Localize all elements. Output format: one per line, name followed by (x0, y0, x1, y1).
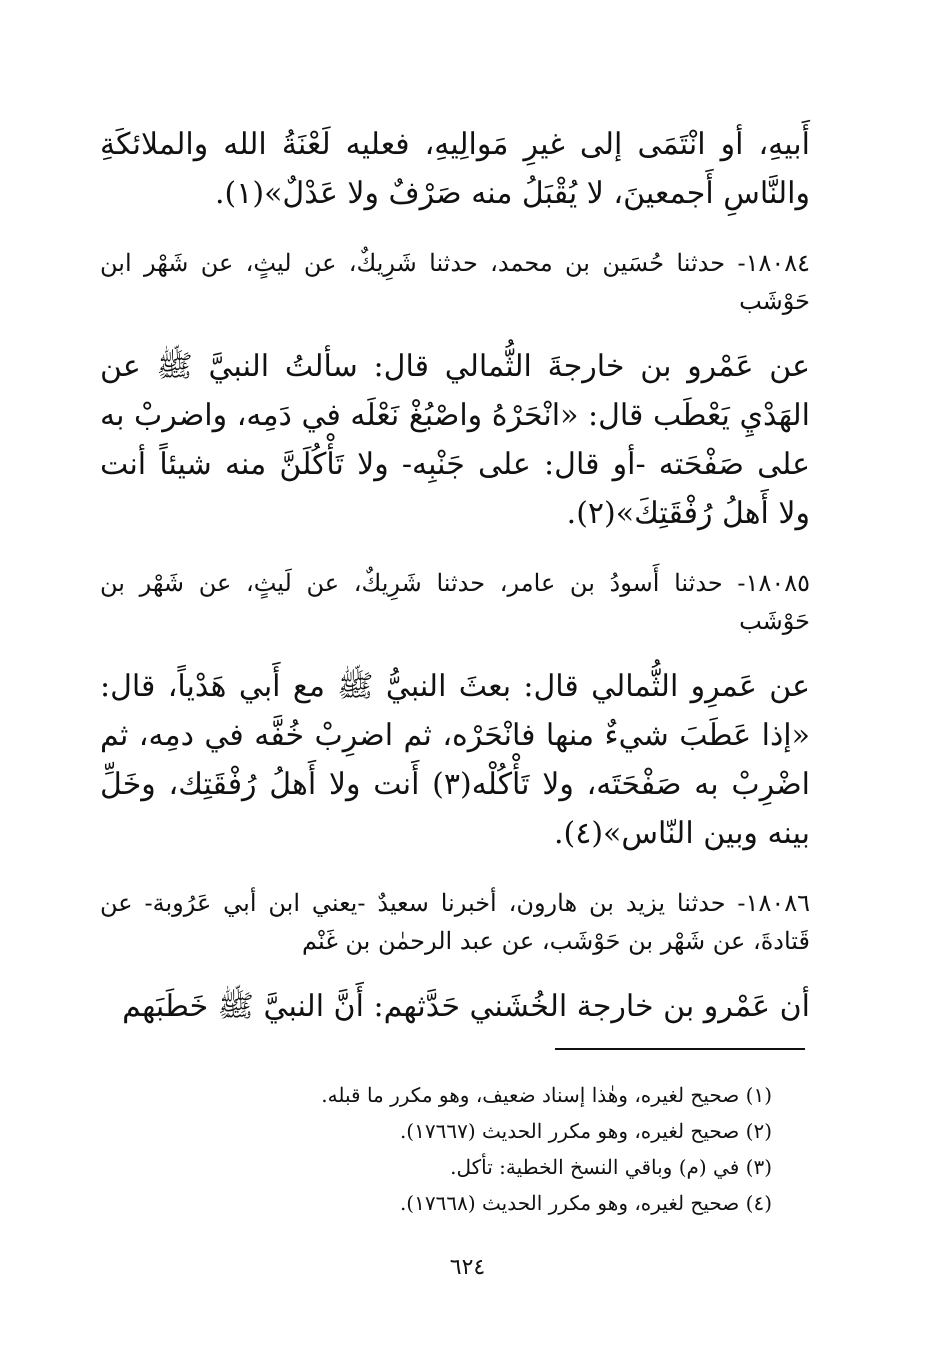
page-body (100, 120, 810, 1031)
hadith-text-18084: عن عَمْرو بن خارجةَ الثُّمالي قال: سألتُ النبيَّ ﷺ عن الهَدْيِ يَعْطَب قال: «انْحَرْهُ واصْبُغْ نَعْلَه في دَمِه، واضربْ به على صَفْحَته -أو قال: على جَنْبِه- ولا تَأْكُلَنَّ منه شيئاً أنت ولا أَهلُ رُفْقَتِكَ»(٢). (100, 349, 810, 531)
isnad-18085: ١٨٠٨٥- حدثنا أَسودُ بن عامر، حدثنا شَرِيكٌ، عن لَيثٍ، عن شَهْر بن حَوْشَب (100, 569, 810, 635)
footnote-divider (555, 1048, 805, 1050)
hadith-text-continuation: أَبيهِ، أو انْتَمَى إلى غيرِ مَوالِيهِ، فعليه لَعْنَةُ الله والملائكَةِ والنَّاسِ أَجمعينَ، لا يُقْبَلُ منه صَرْفٌ ولا عَدْلٌ»(١). (100, 127, 810, 211)
footnote-2: (٢) صحيح لغيره، وهو مكرر الحديث (١٧٦٦٧). (399, 1119, 772, 1143)
hadith-text-18085: عن عَمرِو الثُّمالي قال: بعثَ النبيُّ ﷺ مع أَبي هَدْياً، قال: «إذا عَطَبَ شيءٌ منها فانْحَرْه، ثم اضرِبْ خُفَّه في دمِه، ثم اضْرِبْ به صَفْحَتَه، ولا تَأْكُلْه(٣) أَنت ولا أَهلُ رُفْقَتِك، وخَلِّ بينه وبين النّاس»(٤). (100, 669, 811, 851)
hadith-text-18086: أن عَمْرو بن خارجة الخُشَني حَدَّثهم: أَنَّ النبيَّ ﷺ خَطَبَهم (122, 989, 810, 1024)
footnote-3: (٣) في (م) وباقي النسخ الخطية: تأكل. (450, 1155, 772, 1179)
isnad-18084: ١٨٠٨٤- حدثنا حُسَين بن محمد، حدثنا شَرِيكٌ، عن ليثٍ، عن شَهْر ابن حَوْشَب (100, 249, 811, 315)
footnote-1: (١) صحيح لغيره، وهٰذا إسناد ضعيف، وهو مكرر ما قبله. (321, 1083, 772, 1107)
isnad-18086: ١٨٠٨٦- حدثنا يزيد بن هارون، أخبرنا سعيدٌ -يعني ابن أبي عَرُوبة- عن قَتادةَ، عن شَهْر بن حَوْشَب، عن عبد الرحمٰن بن غَنْم (100, 889, 810, 955)
footnotes (100, 1077, 772, 1221)
page-number: ٦٢٤ (449, 1255, 486, 1280)
footnote-4: (٤) صحيح لغيره، وهو مكرر الحديث (١٧٦٦٨). (399, 1191, 772, 1215)
